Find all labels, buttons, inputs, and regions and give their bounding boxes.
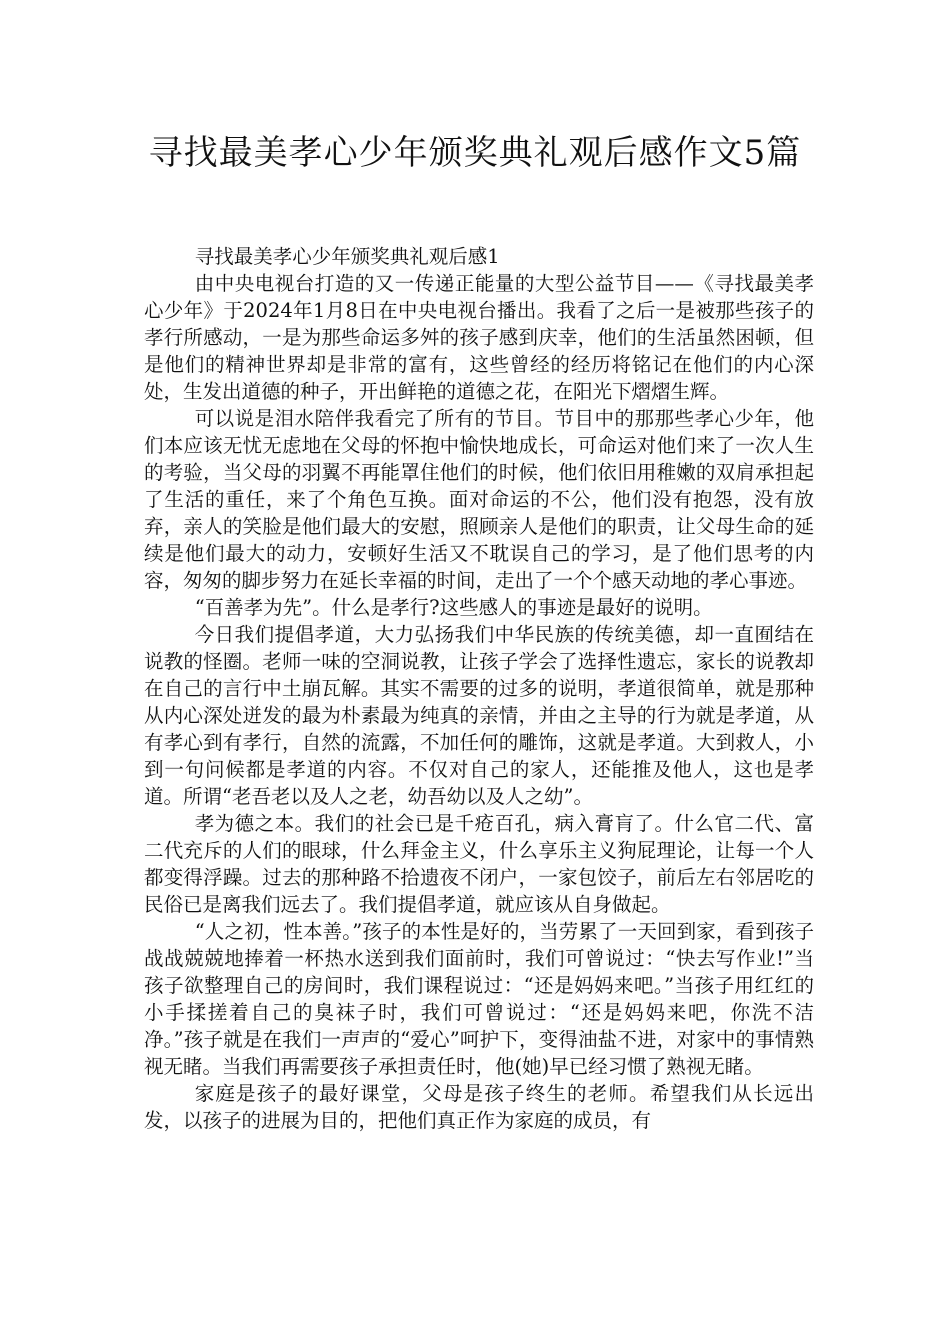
document-body (144, 243, 814, 1134)
section-heading: 寻找最美孝心少年颁奖典礼观后感1 (194, 245, 500, 268)
paragraph: 由中央电视台打造的又一传递正能量的大型公益节目——《寻找最美孝心少年》于2024年1月8日在中央电视台播出。我看了之后一是被那些孩子的孝行所感动，一是为那些命运多舛的孩子感到庆幸，他们的生活虽然困顿，但是他们的精神世界却是非常的富有，这些曾经的经历将铭记在他们的内心深处，生发出道德的种子，开出鲜艳的道德之花，在阳光下熠熠生辉。 (144, 272, 814, 403)
paragraph: 今日我们提倡孝道，大力弘扬我们中华民族的传统美德，却一直囿结在说教的怪圈。老师一味的空洞说教，让孩子学会了选择性遗忘，家长的说教却在自己的言行中土崩瓦解。其实不需要的过多的说明，孝道很简单，就是那种从内心深处迸发的最为朴素最为纯真的亲情，并由之主导的行为就是孝道，从有孝心到有孝行，自然的流露，不加任何的雕饰，这就是孝道。大到救人，小到一句问候都是孝道的内容。不仅对自己的家人，还能推及他人，这也是孝道。所谓“老吾老以及人之老，幼吾幼以及人之幼”。 (144, 623, 814, 808)
document-title: 寻找最美孝心少年颁奖典礼观后感作文5篇 (148, 133, 802, 173)
paragraph: “人之初，性本善。”孩子的本性是好的，当劳累了一天回到家，看到孩子战战兢兢地捧着一杯热水送到我们面前时，我们可曾说过：“快去写作业!”当孩子欲整理自己的房间时，我们课程说过：“还是妈妈来吧。”当孩子用红红的小手揉搓着自己的臭袜子时，我们可曾说过：“还是妈妈来吧，你洗不洁净。”孩子就是在我们一声声的“爱心”呵护下，变得油盐不进，对家中的事情熟视无睹。当我们再需要孩子承担责任时，他(她)早已经习惯了熟视无睹。 (144, 920, 814, 1078)
paragraph: 孝为德之本。我们的社会已是千疮百孔，病入膏肓了。什么官二代、富二代充斥的人们的眼球，什么拜金主义，什么享乐主义狗屁理论，让每一个人都变得浮躁。过去的那种路不拾遗夜不闭户，一家包饺子，前后左右邻居吃的民俗已是离我们远去了。我们提倡孝道，就应该从自身做起。 (144, 812, 814, 916)
paragraph: “百善孝为先”。什么是孝行?这些感人的事迹是最好的说明。 (194, 596, 713, 619)
paragraph: 家庭是孩子的最好课堂，父母是孩子终生的老师。希望我们从长远出发，以孩子的进展为目的，把他们真正作为家庭的成员，有 (144, 1082, 814, 1132)
paragraph: 可以说是泪水陪伴我看完了所有的节目。节目中的那那些孝心少年，他们本应该无忧无虑地在父母的怀抱中愉快地成长，可命运对他们来了一次人生的考验，当父母的羽翼不再能罩住他们的时候，他们依旧用稚嫩的双肩承担起了生活的重任，来了个角色互换。面对命运的不公，他们没有抱怨，没有放弃，亲人的笑脸是他们最大的安慰，照顾亲人是他们的职责，让父母生命的延续是他们最大的动力，安顿好生活又不耽误自己的学习，是了他们思考的内容，匆匆的脚步努力在延长幸福的时间，走出了一个个感天动地的孝心事迹。 (144, 407, 814, 592)
